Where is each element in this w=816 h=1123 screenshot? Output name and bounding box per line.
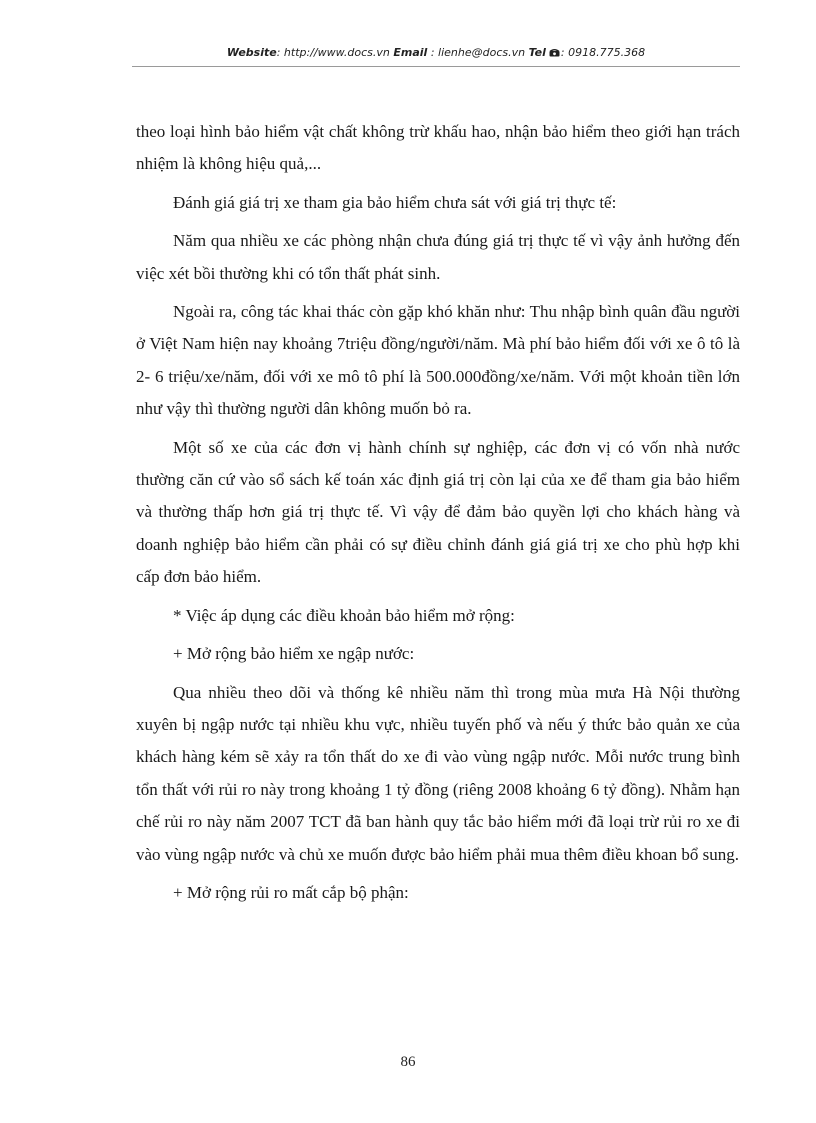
tel-value: : 0918.775.368 xyxy=(560,46,646,59)
email-label: Email xyxy=(393,46,428,59)
header-divider xyxy=(132,66,740,67)
paragraph-5: Một số xe của các đơn vị hành chính sự nghiệp, các đơn vị có vốn nhà nước thường căn cứ vào sổ sách kế toán xác định giá trị còn lại của xe để tham gia bảo hiểm và thường thấp hơn giá trị thực tế. Vì vậy để đảm bảo quyền lợi cho khách hàng và doanh nghiệp bảo hiểm cần phải có sự điều chỉnh đánh giá giá trị xe cho phù hợp khi cấp đơn bảo hiểm. xyxy=(136,437,740,587)
paragraph-6: * Việc áp dụng các điều khoản bảo hiểm mở rộng: xyxy=(173,605,515,625)
paragraph-7: + Mở rộng bảo hiểm xe ngập nước: xyxy=(173,644,415,664)
body-text xyxy=(136,116,740,915)
website-value: : http://www.docs.vn xyxy=(276,46,390,59)
tel-label: Tel xyxy=(528,46,546,59)
paragraph-9: + Mở rộng rủi ro mất cắp bộ phận: xyxy=(173,882,409,902)
email-value: : lienhe@docs.vn xyxy=(430,46,526,59)
paragraph-3: Năm qua nhiều xe các phòng nhận chưa đúng giá trị thực tế vì vậy ảnh hưởng đến việc xét bồi thường khi có tổn thất phát sinh. xyxy=(136,231,740,283)
telephone-icon xyxy=(549,48,560,57)
paragraph-8: Qua nhiều theo dõi và thống kê nhiều năm thì trong mùa mưa Hà Nội thường xuyên bị ngập nước tại nhiều khu vực, nhiều tuyến phố và nếu ý thức bảo quản xe của khách hàng kém sẽ xảy ra tổn thất do xe đi vào vùng ngập nước. Mỗi nước trung bình tổn thất với rủi ro này trong khoảng 1 tỷ đồng (riêng 2008 khoảng 6 tỷ đồng). Nhằm hạn chế rủi ro này năm 2007 TCT đã ban hành quy tắc bảo hiểm mới đã loại trừ rủi ro xe đi vào vùng ngập nước và chủ xe muốn được bảo hiểm phải mua thêm điều khoan bổ sung. xyxy=(136,682,740,864)
paragraph-2: Đánh giá giá trị xe tham gia bảo hiểm chưa sát với giá trị thực tế: xyxy=(173,192,617,212)
page-header xyxy=(132,46,740,66)
website-label: Website xyxy=(226,46,277,59)
page-number: 86 xyxy=(400,1054,416,1070)
paragraph-4: Ngoài ra, công tác khai thác còn gặp khó khăn như: Thu nhập bình quân đầu người ở Việt Nam hiện nay khoảng 7triệu đồng/người/năm. Mà phí bảo hiểm đối với xe ô tô là 2- 6 triệu/xe/năm, đối với xe mô tô phí là 500.000đồng/xe/năm. Với một khoản tiền lớn như vậy thì thường người dân không muốn bỏ ra. xyxy=(136,302,740,419)
paragraph-1: theo loại hình bảo hiểm vật chất không trừ khấu hao, nhận bảo hiểm theo giới hạn trách nhiệm là không hiệu quả,... xyxy=(136,122,740,174)
